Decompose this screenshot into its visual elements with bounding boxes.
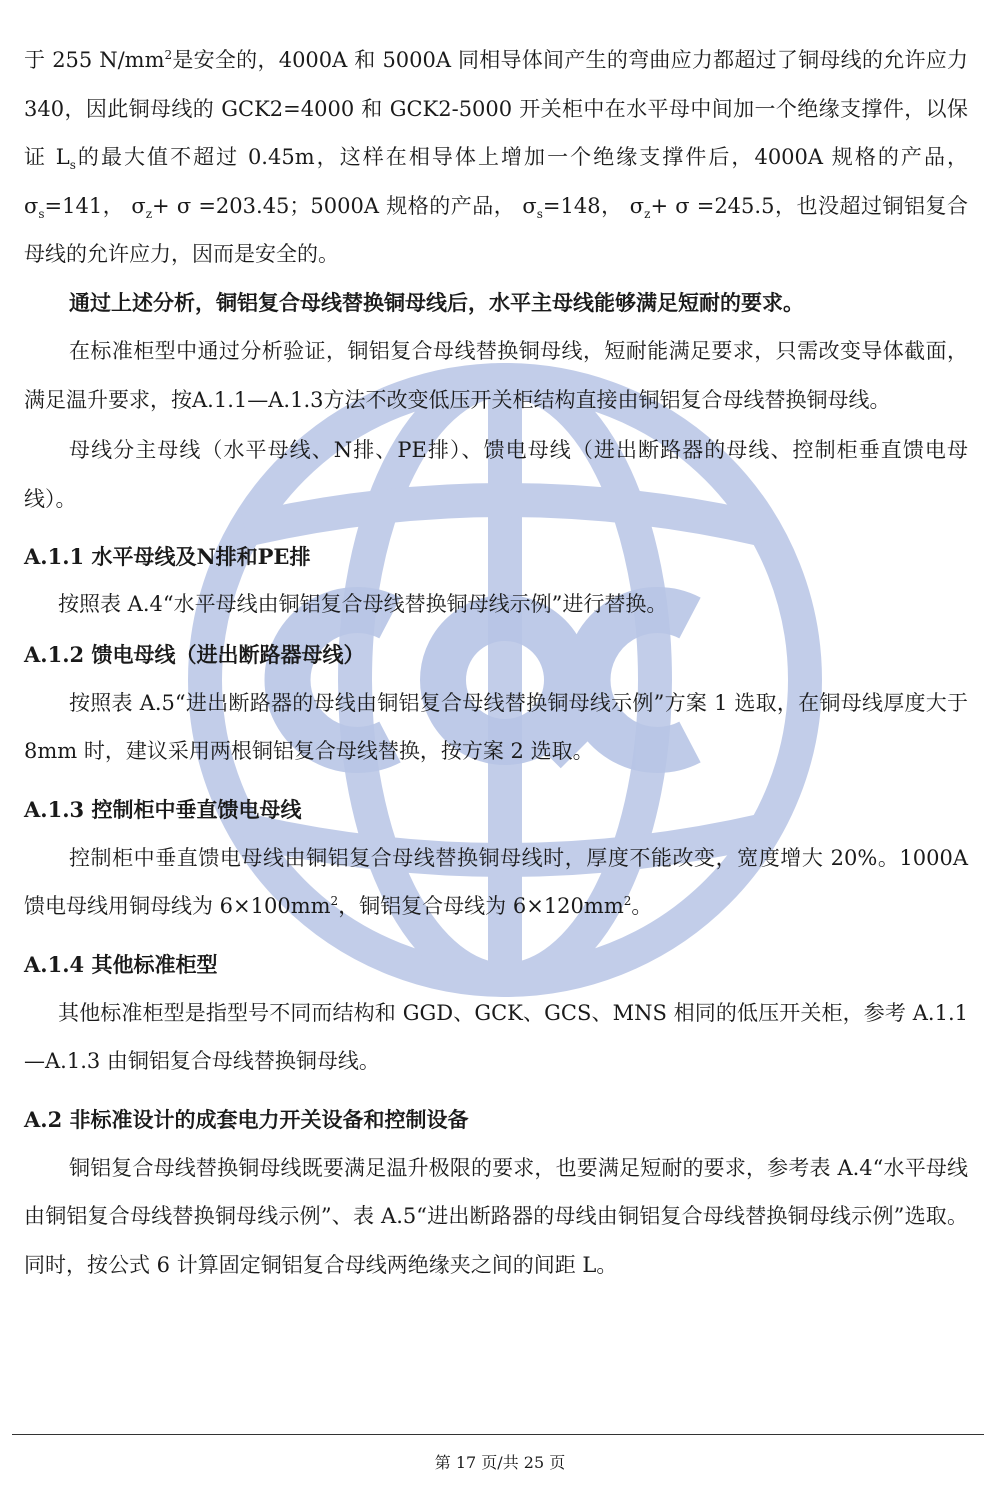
document-body [24, 36, 968, 1289]
paragraph-a-1-4: 其他标准柜型是指型号不同而结构和 GGD、GCK、GCS、MNS 相同的低压开关柜，参考 A.1.1—A.1.3 由铜铝复合母线替换铜母线。 [24, 1000, 968, 1073]
footer-divider [12, 1434, 984, 1435]
heading-a-1-2: A.1.2 馈电母线（进出断路器母线） [24, 641, 365, 667]
paragraph-standard-cabinet: 在标准柜型中通过分析验证，铜铝复合母线替换铜母线，短耐能满足要求，只需改变导体截面，满足温升要求，按A.1.1—A.1.3方法不改变低压开关柜结构直接由铜铝复合母线替换铜母线。 [24, 339, 968, 412]
heading-a-1-1: A.1.1 水平母线及N排和PE排 [24, 544, 311, 569]
paragraph-a-1-3: 控制柜中垂直馈电母线由铜铝复合母线替换铜母线时，厚度不能改变，宽度增大 20%。1000A 馈电母线用铜母线为 $6\times 100mm^2$，铜铝复合母线为 $6\times 120mm^2$。 [24, 845, 968, 918]
paragraph-conclusion: 通过上述分析，铜铝复合母线替换铜母线后，水平主母线能够满足短耐的要求。 [69, 289, 804, 315]
heading-a-2: A.2 非标准设计的成套电力开关设备和控制设备 [24, 1106, 469, 1132]
paragraph-a-2: 铜铝复合母线替换铜母线既要满足温升极限的要求，也要满足短耐的要求，参考表 A.4“水平母线由铜铝复合母线替换铜母线示例”、表 A.5“进出断路器的母线由铜铝复合母线替换铜母线示例”选取。同时，按公式 6 计算固定铜铝复合母线两绝缘夹之间的间距 L。 [24, 1155, 968, 1277]
page-number: 第 17 页/共 25 页 [434, 1453, 566, 1472]
paragraph-a-1-2: 按照表 A.5“进出断路器的母线由铜铝复合母线替换铜母线示例”方案 1 选取，在铜母线厚度大于 8mm 时，建议采用两根铜铝复合母线替换，按方案 2 选取。 [24, 690, 968, 763]
paragraph-busbar-types: 母线分主母线（水平母线、N排、PE排）、馈电母线（进出断路器的母线、控制柜垂直馈电母线）。 [24, 438, 968, 511]
heading-a-1-4: A.1.4 其他标准柜型 [24, 951, 218, 977]
paragraph-stress-analysis: 于 255 $N/mm^2$是安全的，4000A 和 5000A 同相导体间产生的弯曲应力都超过了铜母线的允许应力 340，因此铜母线的 GCK2=4000 和 GCK2-5000 开关柜中在水平母中间加一个绝缘支撑件，以保证 $L_s$的最大值不超过 0.45m，这样在相导体上增加一个绝缘支撑件后，4000A 规格的产品， $\sigma_s=141$， $\sigma_z+ \sigma =203.45$；5000A 规格的产品， $\sigma_s=148$， $\sigma_z+ \sigma =245.5$，也没超过铜铝复合母线的允许应力，因而是安全的。 [24, 48, 968, 266]
heading-a-1-3: A.1.3 控制柜中垂直馈电母线 [24, 796, 302, 822]
paragraph-a-1-1: 按照表 A.4“水平母线由铜铝复合母线替换铜母线示例”进行替换。 [58, 592, 668, 616]
